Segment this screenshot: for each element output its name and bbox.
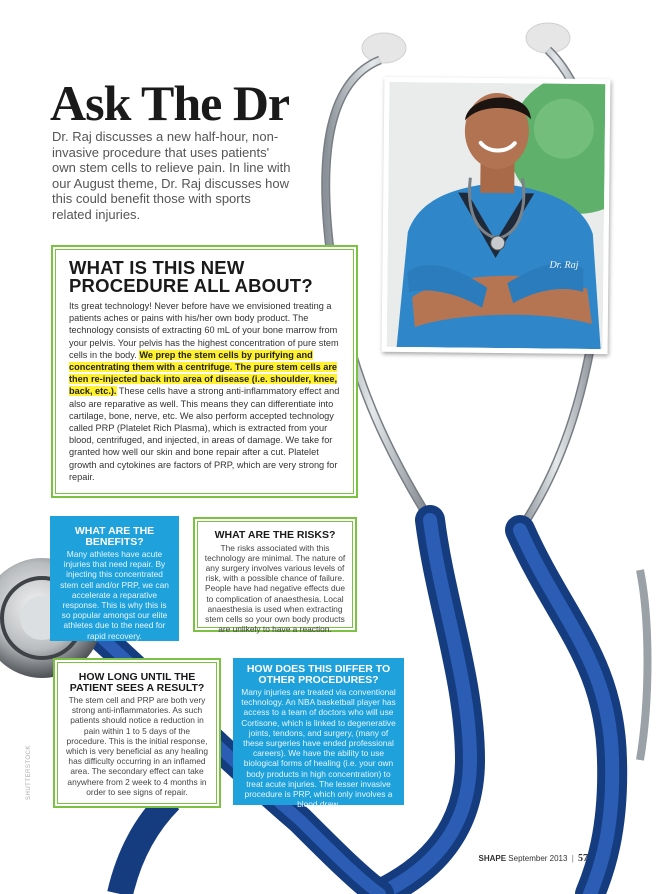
how-long-body: The stem cell and PRP are both very strong anti-inflammatories. As such patients should notice a reduction in pain within 1 to 5 days of the procedure. This is the initial response, which is very beneficial as any healing has difficulty occurring in an inflamed area. The secondary effect can take anywhere from 2 week to 4 months in order to see signs of repair. — [66, 695, 208, 797]
benefits-body: Many athletes have acute injuries that need repair. By injecting this concentrated stem cell and/or PRP, we can accelerate a reparative response. This is why this is so popular amongst our elite athletes due to the need for rapid recovery. — [60, 549, 169, 641]
magazine-brand: SHAPE — [478, 854, 507, 863]
benefits-box — [50, 516, 179, 641]
main-body-rest: These cells have a strong anti-inflammatory effect and also are reparative as well. This means they can differentiate into cartilage, bone, nerve, etc. We also perform accepted technology called PRP (Platelet Rich Plasma), which is extracted from your blood, centrifuged, and injected, in areas of damage. We take for granted how well our skin and bone repair after a cut. Platelet growth and cytokines are factors of PRP, which are very strong for repair. — [69, 386, 340, 482]
main-article-box — [51, 245, 358, 498]
main-title-line2: PROCEDURE ALL ABOUT? — [69, 275, 313, 296]
footer-separator: | — [571, 854, 574, 863]
how-long-title: HOW LONG UNTIL THE PATIENT SEES A RESULT? — [69, 671, 205, 694]
main-section-body — [69, 300, 342, 483]
differ-box — [233, 658, 404, 810]
risks-inner — [197, 521, 353, 635]
photo-credit: SHUTTERSTOCK — [26, 745, 32, 800]
stethoscope-tube-right — [520, 530, 612, 894]
benefits-title: WHAT ARE THE BENEFITS? — [74, 525, 155, 548]
main-section-title — [69, 259, 342, 295]
main-title-line1: WHAT IS THIS NEW — [69, 257, 245, 278]
doctor-portrait — [387, 82, 606, 349]
page-number: 57 — [578, 853, 588, 864]
page-title: Ask The Dr — [50, 75, 290, 131]
how-long-inner — [57, 662, 217, 804]
risks-title: WHAT ARE THE RISKS? — [214, 529, 336, 541]
highlighted-text: We prep the stem cells by purifying and concentrating them with a centrifuge. The pure stem cells are then re-injected back into area of disease (i.e. shoulder, knee, back, etc.). — [69, 349, 338, 397]
intro-paragraph: Dr. Raj discusses a new half-hour, non-invasive procedure that uses patients' own stem cells to relieve pain. In line with our August theme, Dr. Raj discusses how this could benefit those with sports related injuries. — [52, 129, 291, 222]
issue-date: September 2013 — [508, 854, 568, 863]
doctor-photo — [382, 77, 611, 354]
how-long-box — [53, 658, 221, 808]
differ-body: Many injuries are treated via conventional technology. An NBA basketball player has access to a team of doctors who will use Cortisone, which is linked to degenerative joints, tendons, and surgery, (many of these surgeries have ended professional careers). We have the ability to use biological forms of healing (i.e. your own body products in high concentration) to treat acute injuries. The lesser invasive procedure is PRP, which only involves a blood draw. — [241, 687, 396, 810]
risks-body: The risks associated with this technology are minimal. The nature of any surgery involves various levels of risk, with a possible chance of failure. People have had negative effects due to complication of anaesthesia. Local anaesthesia is used when extracting stem cells so your own body products are unlikely to have a reaction. — [204, 542, 346, 635]
risks-box — [193, 517, 357, 635]
page-footer — [479, 853, 589, 864]
differ-title: HOW DOES THIS DIFFER TO OTHER PROCEDURES? — [246, 663, 391, 686]
main-article-inner — [55, 249, 354, 494]
ear-tip-right-icon — [526, 23, 570, 53]
scrub-name-label: Dr. Raj — [549, 259, 579, 271]
main-body-intro: Its great technology! Never before have we envisioned treating a patients aches or pains with his/her own body product. The technology consists of extracting 60 mL of your bone marrow from your pelvis. Your pelvis has the highest concentration of pure stem cells in the body. — [69, 301, 339, 360]
ear-tip-left-icon — [362, 33, 406, 63]
